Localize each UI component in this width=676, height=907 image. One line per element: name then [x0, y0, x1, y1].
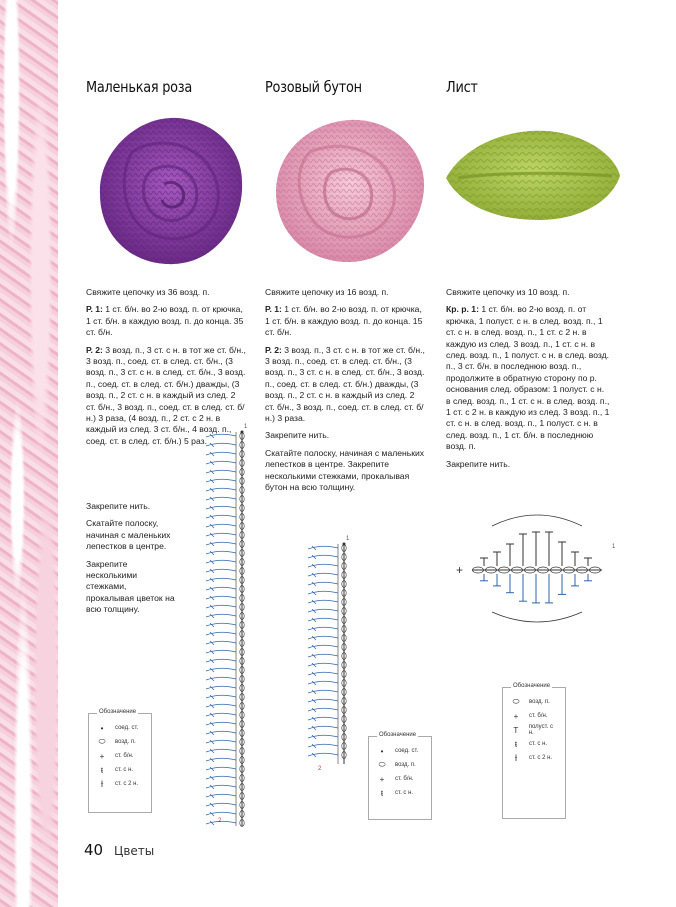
leaf-row-1-text: 1 ст. б/н. во 2-ю возд. п. от крючка, 1 полуст. с н. в след. возд. п., 1 ст. с н. в след. возд. п., 1 ст. с 2 н. в каждую из след. 3 возд. п., 1 ст. с н. в след. возд. п., 1 полуст. с н. в след. возд. п., 3 ст. б/н. в последнюю возд. п., продолжите в обратную сторону по р. основания след. образом: 1 полуст. с н. в след. возд. п., 1 ст. с н. в след. возд. п., 1 ст. с 2 н. в каждую из след. 3 возд. п., 1 ст. с н. в след. возд. п., 1 полуст. с н. в след. возд. п., 1 ст. б/н. в последнюю возд. п.	[446, 304, 610, 452]
rose-legend-label: возд. п.	[115, 739, 136, 745]
leaf-legend-item	[509, 695, 559, 709]
bud-legend-label: возд. п.	[395, 762, 416, 768]
bud-legend-rows	[375, 744, 425, 800]
bud-instructions	[265, 287, 425, 500]
rose-legend-symbol: ⫲	[100, 779, 104, 788]
bud-stitch-diagram	[298, 538, 354, 770]
leaf-legend-rows	[509, 695, 559, 765]
rose-legend-rows	[95, 721, 145, 791]
rose-diagram-start-label: 1	[244, 424, 248, 430]
rose-photo	[92, 112, 250, 270]
rose-stitch-diagram	[196, 426, 252, 832]
leaf-photo	[442, 124, 624, 224]
leaf-legend	[502, 683, 566, 819]
rose-legend-item	[95, 749, 145, 763]
rose-legend	[88, 709, 152, 813]
rose-legend-item	[95, 721, 145, 735]
bud-row-2-text: 3 возд. п., 3 ст. с н. в тот же ст. б/н., 3 возд. п., соед. ст. в след. ст. б/н., (3 возд. п., 3 ст. с н. в след. ст. б/н., 3 возд. п., соед. ст. в след. ст. б/н.) дважды, (3 возд. п., 2 ст. с н. в каждый из след. 2 ст. б/н., 3 возд. п., соед. ст. в след. ст. б/н.) 3 раза.	[265, 344, 425, 424]
leaf-legend-label: ст. с н.	[529, 741, 548, 747]
rose-sew: Закрепите несколькими стежками, прокалывая цветок на всю толщину.	[86, 558, 175, 615]
rose-row-2-text: 3 возд. п., 3 ст. с н. в тот же ст. б/н., 3 возд. п., соед. ст. в след. ст. б/н., (3 возд. п., 3 ст. с н. в след. ст. б/н., 3 возд. п., соед. ст. в след. ст. б/н.) дважды, (3 возд. п., 2 ст. с н. в каждый из след. 2 ст. б/н., 3 возд. п., соед. ст. в след. ст. б/н.) 3 раза, (4 возд. п., 2 ст. с 2 н. в каждый из след. 3 ст. б/н., 4 возд. п., соед. ст. в след. ст. б/н.) 5 раз.	[86, 344, 246, 446]
leaf-stitch-diagram	[452, 508, 622, 628]
bud-legend-symbol: ⬭	[378, 760, 386, 769]
bud-row-1-text: 1 ст. б/н. во 2-ю возд. п. от крючка, 1 ст. б/н. в каждую возд. п. до конца. 15 ст. б/н.	[265, 304, 423, 338]
bud-legend-label: ст. б/н.	[395, 776, 414, 782]
leaf-legend-symbol: ŧ	[514, 739, 518, 749]
bud-row-1	[265, 304, 425, 338]
rose-row-1-text: 1 ст. б/н. во 2-ю возд. п. от крючка, 1 ст. б/н. в каждую возд. п. до конца. 35 ст. б/н.	[86, 304, 244, 338]
rose-legend-title: Обозначение	[99, 709, 137, 715]
bud-diagram-end-label: 2	[318, 766, 322, 772]
rose-fasten: Закрепите нить.	[86, 501, 151, 511]
rose-start-dot	[241, 431, 244, 434]
leaf-diagram-start-label: 1	[612, 544, 616, 550]
bud-legend-label: соед. ст.	[395, 748, 419, 754]
bud-legend-symbol: ŧ	[380, 788, 384, 798]
bud-start-dot	[343, 543, 346, 546]
rose-legend-label: ст. с н.	[115, 767, 134, 773]
bud-legend-symbol: +	[379, 774, 385, 784]
decorative-side-strip	[0, 0, 58, 907]
rose-legend-item	[95, 777, 145, 791]
rose-legend-symbol: •	[100, 723, 104, 733]
leaf-legend-item	[509, 737, 559, 751]
rose-row-1-label: Р. 1:	[86, 304, 103, 315]
bud-title: Розовый бутон	[265, 78, 362, 97]
leaf-title: Лист	[446, 78, 478, 97]
bud-legend-label: ст. с н.	[395, 790, 414, 796]
leaf-legend-label: полуст. с н.	[528, 724, 554, 736]
bud-legend-item	[375, 772, 425, 786]
rose-intro: Свяжите цепочку из 36 возд. п.	[86, 287, 210, 297]
leaf-bottom-arrow	[492, 612, 582, 622]
bud-row-2	[265, 345, 425, 425]
bud-photo	[270, 116, 430, 266]
bud-legend-item	[375, 758, 425, 772]
leaf-legend-label: ст. с 2 н.	[529, 755, 553, 761]
leaf-fasten: Закрепите нить.	[446, 458, 511, 469]
leaf-legend-symbol: ⫲	[514, 753, 518, 762]
leaf-legend-label: возд. п.	[529, 699, 550, 705]
leaf-top-arrow	[492, 515, 582, 526]
rose-legend-label: ст. с 2 н.	[115, 781, 139, 787]
rose-legend-symbol: +	[99, 751, 105, 761]
rose-title: Маленькая роза	[86, 78, 193, 97]
bud-legend-symbol: •	[380, 746, 384, 756]
leaf-legend-item	[509, 709, 559, 723]
bud-diagram-start-label: 1	[346, 536, 350, 542]
leaf-row-1-label: Кр. р. 1:	[446, 304, 479, 315]
bud-intro: Свяжите цепочку из 16 возд. п.	[265, 287, 389, 297]
leaf-legend-item	[509, 751, 559, 765]
bud-roll: Скатайте полоску, начиная с маленьких лепестков в центре. Закрепите несколькими стежками, прокалывая бутон на всю толщину.	[265, 447, 425, 493]
leaf-legend-symbol: ⬭	[512, 697, 520, 706]
bud-row-2-label: Р. 2:	[265, 344, 282, 355]
bud-legend-title: Обозначение	[379, 732, 417, 738]
leaf-legend-symbol: T	[513, 725, 519, 735]
rose-diagram-end-label: 2	[218, 818, 222, 824]
rose-legend-symbol: ŧ	[100, 765, 104, 775]
rose-row-1	[86, 304, 246, 338]
section-name: Цветы	[114, 844, 155, 858]
rose-legend-symbol: ⬭	[98, 737, 106, 746]
bud-legend-item	[375, 744, 425, 758]
page-number: 40	[84, 841, 104, 859]
rose-legend-item	[95, 763, 145, 777]
rose-row-2-label: Р. 2:	[86, 344, 103, 355]
rose-finishing	[86, 501, 176, 622]
leaf-row-1	[446, 304, 611, 452]
rose-legend-item	[95, 735, 145, 749]
bud-fasten: Закрепите нить.	[265, 430, 330, 441]
leaf-plus-left: +	[456, 563, 464, 577]
leaf-legend-label: ст. б/н.	[529, 713, 548, 719]
rose-legend-label: ст. б/н.	[115, 753, 134, 759]
bud-row-1-label: Р. 1:	[265, 304, 282, 315]
bud-legend	[368, 732, 432, 820]
leaf-legend-symbol: +	[513, 711, 519, 721]
rose-roll: Скатайте полоску, начиная с маленьких лепестков в центре.	[86, 518, 171, 552]
leaf-intro: Свяжите цепочку из 10 возд. п.	[446, 287, 570, 297]
rose-legend-label: соед. ст.	[115, 725, 139, 731]
leaf-legend-item	[509, 723, 559, 737]
bud-legend-item	[375, 786, 425, 800]
leaf-instructions	[446, 287, 611, 476]
leaf-legend-title: Обозначение	[513, 683, 551, 689]
